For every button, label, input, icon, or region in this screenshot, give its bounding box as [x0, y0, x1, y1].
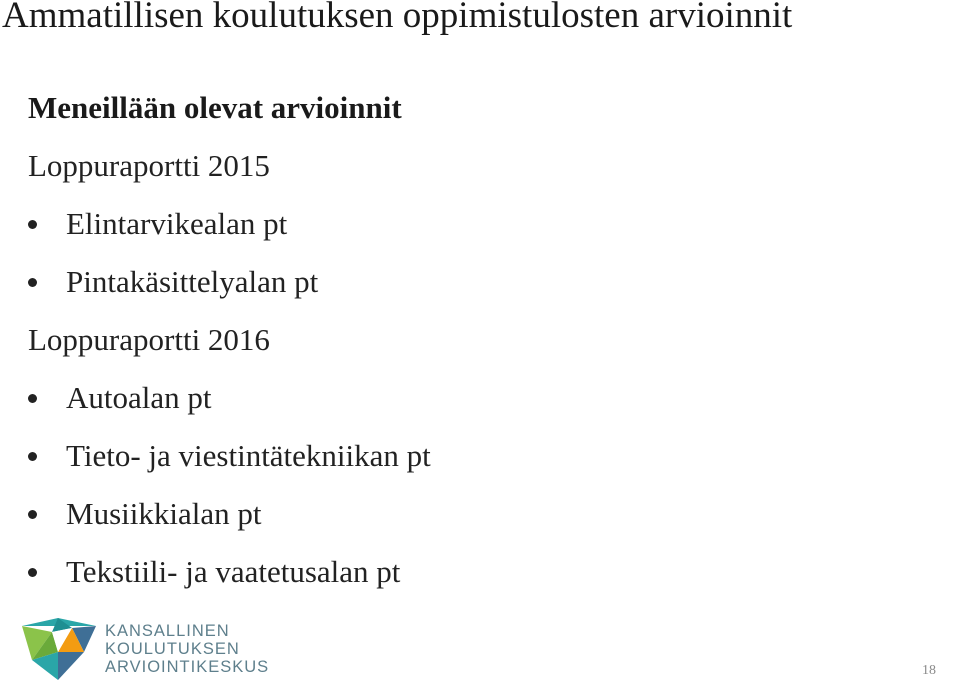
slide-title: Ammatillisen koulutuksen oppimistulosten arvioinnit	[2, 0, 793, 36]
list-item-label: Pintakäsittelyalan pt	[66, 264, 319, 299]
logo-line-3: ARVIOINTIKESKUS	[105, 658, 270, 676]
logo-line-2: KOULUTUKSEN	[105, 640, 240, 658]
karvi-logo-text	[105, 622, 269, 676]
slide-content	[28, 88, 928, 610]
list-item-label: Elintarvikealan pt	[66, 206, 288, 241]
list-item	[28, 494, 928, 552]
karvi-logo	[22, 618, 282, 680]
bullet-icon	[28, 452, 37, 461]
bullet-icon	[28, 220, 37, 229]
list-item	[28, 204, 928, 262]
karvi-logo-mark-icon	[22, 618, 96, 680]
bullet-icon	[28, 510, 37, 519]
list-item	[28, 378, 928, 436]
list-item	[28, 436, 928, 494]
list-item-label: Musiikkialan pt	[66, 496, 262, 531]
bullet-icon	[28, 568, 37, 577]
page-number: 18	[922, 663, 936, 678]
section-heading: Meneillään olevat arvioinnit	[28, 90, 402, 125]
list-item-label: Tieto- ja viestintätekniikan pt	[66, 438, 431, 473]
list-item-label: Autoalan pt	[66, 380, 212, 415]
list-item-label: Tekstiili- ja vaatetusalan pt	[66, 554, 401, 589]
list-item	[28, 262, 928, 320]
bullet-icon	[28, 278, 37, 287]
report-2016-label: Loppuraportti 2016	[28, 322, 270, 357]
report-2015-label: Loppuraportti 2015	[28, 148, 270, 183]
bullet-icon	[28, 394, 37, 403]
report-2016-list	[28, 378, 928, 610]
logo-line-1: KANSALLINEN	[105, 622, 230, 640]
list-item	[28, 552, 928, 610]
report-2015-list	[28, 204, 928, 320]
